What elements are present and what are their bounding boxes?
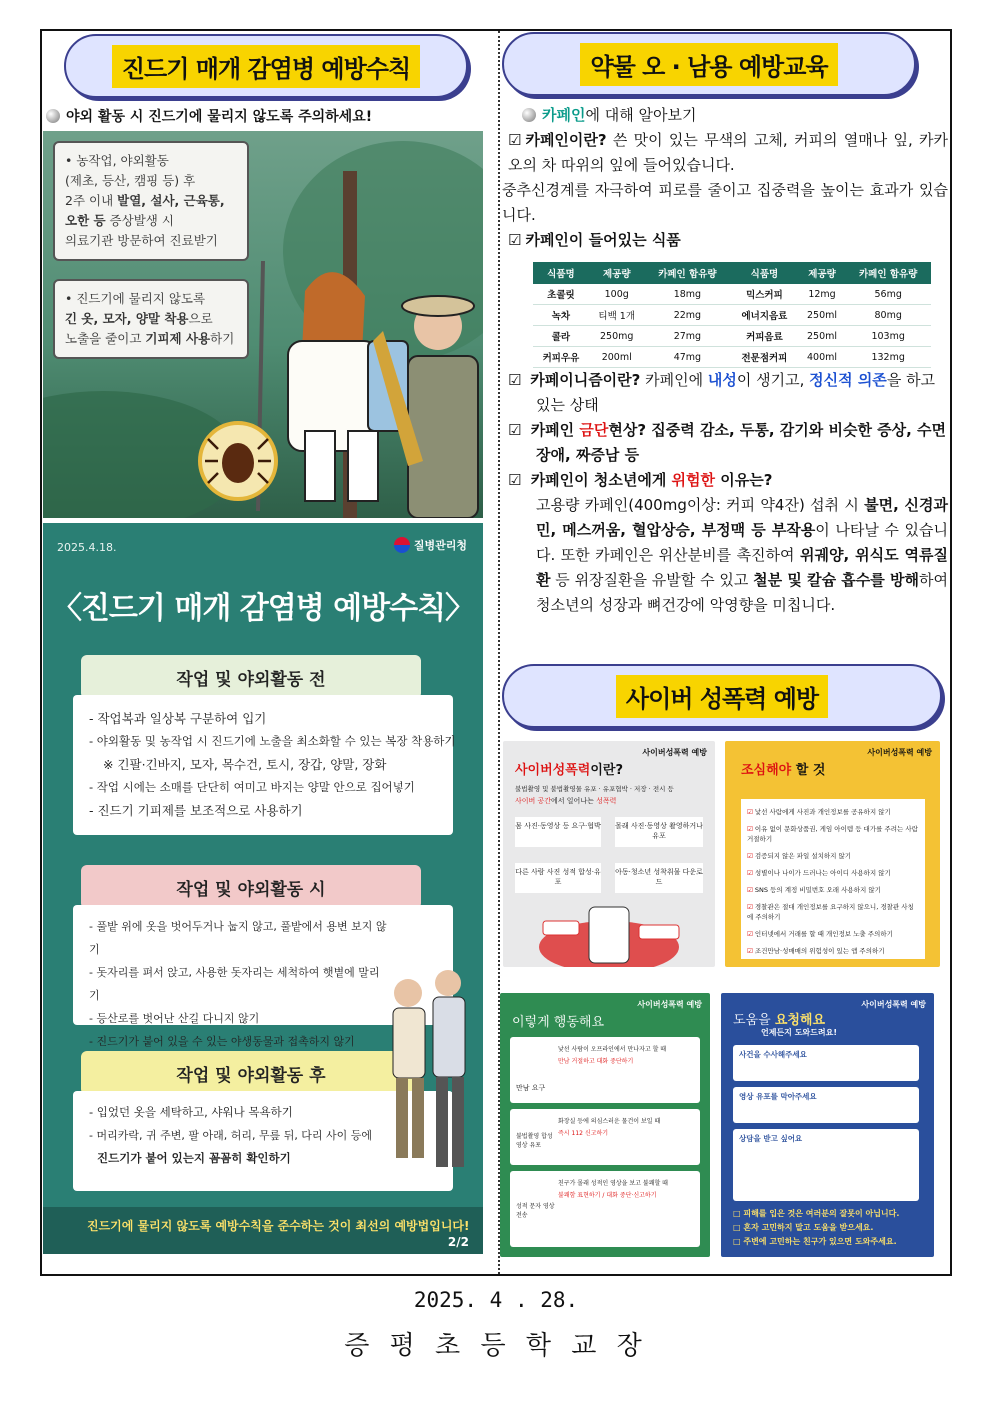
c2-item-text: 경찰관은 절대 개인정보를 요구하지 않으니, 경찰관 사칭에 주의하기 — [747, 903, 914, 921]
cyber-title: 사이버 성폭력 예방 — [616, 675, 828, 718]
c3-line-3: 화장실 등에 의심스러운 물건이 보일 때 — [558, 1118, 661, 1125]
c2-item — [747, 868, 919, 878]
box2-line2b: 으로 — [188, 311, 213, 326]
c2-item — [747, 885, 919, 895]
section-before-list — [89, 707, 479, 822]
checkbox-icon: ☑ — [747, 886, 755, 894]
c3-line-5: 친구가 몰래 성적인 영상을 보고 불쾌할 때 — [558, 1180, 668, 1187]
checkbox-icon: ☑ — [508, 231, 522, 249]
section-before-label: 작업 및 야외활동 전 — [176, 669, 326, 690]
caffeine-table-header: 카페인 함유량 — [845, 262, 931, 284]
box1-line1: 농작업, 야외활동 — [76, 153, 169, 168]
checkbox-icon: ☑ — [747, 947, 755, 955]
cyber-card-action — [500, 993, 710, 1257]
c2-item — [747, 902, 919, 922]
checkbox-icon: ☑ — [747, 852, 755, 860]
during-item-1: - 풀밭 위에 옷을 벗어두거나 눕지 않고, 풀밭에서 용변 보지 않기 — [89, 920, 387, 956]
caffeine-table-cell: 250ml — [799, 326, 846, 347]
c4-box-2: 영상 유포를 막아주세요 — [733, 1087, 919, 1123]
c2-title-a: 조심해야 — [741, 763, 792, 778]
c4-title-b: 요청해요 — [774, 1013, 826, 1028]
caffeine-table-cell: 콜라 — [533, 326, 589, 347]
poster-title: 〈진드기 매개 감염병 예방수칙〉 — [51, 591, 475, 626]
intro-rest: 에 대해 알아보기 — [585, 106, 697, 124]
caffeine-table-cell: 250mg — [589, 326, 645, 347]
caffeine-table-cell: 400ml — [799, 347, 846, 368]
bullet-icon — [522, 108, 536, 122]
box2-line3b: 기피제 사용 — [145, 331, 211, 346]
caffeine-table-header: 식품명 — [533, 262, 589, 284]
q5-p3b: 철분 및 칼슘 흡수를 방해 — [753, 571, 920, 589]
caffeine-table-row — [533, 305, 931, 326]
box2-line3a: 노출을 줄이고 — [65, 331, 146, 346]
after-item-2: - 머리카락, 귀 주변, 팔 아래, 허리, 무릎 뒤, 다리 사이 등에 — [89, 1129, 373, 1142]
c1-sub2c: 성폭력 — [596, 797, 617, 805]
c2-title-b: 할 것 — [791, 763, 826, 778]
caffeine-table-header: 제공량 — [589, 262, 645, 284]
intro-caffeine: 카페인 — [542, 106, 586, 124]
checkbox-icon: ☑ — [747, 825, 755, 833]
c1-title-b: 이란? — [590, 763, 624, 778]
left-subtitle-row — [46, 106, 372, 126]
tick-warning-card — [43, 131, 483, 518]
left-subtitle: 야외 활동 시 진드기에 물리지 않도록 주의하세요! — [66, 109, 373, 125]
cyber-tag: 사이버성폭력 예방 — [861, 1000, 926, 1009]
q2-label: 카페인이 들어있는 식품 — [525, 231, 681, 249]
c4-box-3: 상담을 받고 싶어요 — [733, 1129, 919, 1201]
during-item-3: - 등산로를 벗어난 산길 다니지 않기 — [89, 1012, 260, 1025]
caffeine-table-cell: 에너지음료 — [730, 305, 798, 326]
right-title: 약물 오 · 남용 예방교육 — [580, 43, 837, 86]
caffeine-table-cell: 22mg — [645, 305, 731, 326]
q1-text: 쓴 맛이 있는 무색의 고체, 커피의 열매나 잎, 카카오의 차 따위의 잎에 들어있습니다. — [508, 131, 948, 174]
q3-a: 카페인에 — [640, 371, 708, 389]
caffeine-table-cell: 27mg — [645, 326, 731, 347]
c2-item — [747, 946, 919, 956]
phone-alert-illustration — [503, 897, 715, 967]
caffeine-table-cell: 초콜릿 — [533, 284, 589, 305]
caffeine-table-cell: 100g — [589, 284, 645, 305]
c1-box-1: 몸 사진·동영상 등 요구·협박 — [515, 817, 601, 847]
q5-p1: 고용량 카페인(400mg이상: 커피 약4잔) 섭취 시 — [536, 496, 865, 514]
caffeinism-section — [508, 368, 948, 618]
c2-item — [747, 851, 919, 861]
checkbox-icon: ☑ — [747, 903, 755, 911]
checkbox-icon: ☑ — [747, 930, 755, 938]
during-item-4: - 진드기가 붙어 있을 수 있는 야생동물과 접촉하지 않기 — [89, 1035, 355, 1048]
poster-agency — [394, 537, 467, 553]
after-item-3: 진드기가 붙어 있는지 꼼꼼히 확인하기 — [97, 1151, 291, 1165]
c1-title-a: 사이버성폭력 — [515, 763, 591, 778]
poster-section-during — [81, 865, 421, 909]
checkbox-icon: ☑ — [508, 471, 522, 489]
box1-line2: (제초, 등산, 캠핑 등) 후 — [65, 173, 196, 188]
q4-a: 카페인 — [530, 421, 580, 439]
c3-group-1 — [510, 1037, 700, 1103]
checkbox-icon: ☑ — [747, 869, 755, 877]
poster-page-number: 2/2 — [447, 1235, 469, 1249]
c2-item-text: 인터넷에서 거래를 할 때 개인정보 노출 주의하기 — [754, 930, 893, 938]
section-during-label: 작업 및 야외활동 시 — [176, 879, 326, 900]
c1-box-2: 몰래 사진·동영상 촬영하거나 유포 — [615, 817, 703, 847]
caffeine-table-cell: 12mg — [799, 284, 846, 305]
caffeine-table-cell: 250ml — [799, 305, 846, 326]
q3-c: 이 생기고, — [736, 371, 810, 389]
cyber-card-definition — [503, 741, 715, 967]
q5-p2b: 위궤양, 위식도 역류질환 — [536, 546, 948, 589]
q1-text2: 중추신경계를 자극하여 피로를 줄이고 집중력을 높이는 효과가 있습니다. — [502, 181, 948, 224]
c3-group-1-label: 만남 요구 — [516, 1084, 546, 1092]
agency-name: 질병관리청 — [413, 539, 467, 552]
c4-foot-2: 혼자 고민하지 말고 도움을 받으세요. — [743, 1223, 874, 1232]
q5-c: 이유는? — [715, 471, 773, 489]
bullet-icon — [46, 109, 60, 123]
c3-line-4: 즉시 112 신고하기 — [558, 1130, 609, 1137]
box1-line3b: 발열, 설사, 근육통, — [117, 193, 225, 208]
box1-line4a: 오한 등 — [65, 213, 106, 228]
q3-tolerance: 내성 — [707, 371, 737, 389]
c3-group-2-label: 불법촬영 합성영상 유포 — [516, 1133, 553, 1149]
before-item-2: - 야외활동 및 농작업 시 진드기에 노출을 최소화할 수 있는 복장 착용하기 — [89, 734, 456, 748]
box2-line3c: 하기 — [210, 331, 235, 346]
q5-p2: 이 나타날 수 있습니다. 또한 카페인은 위산분비를 촉진하여 — [536, 521, 948, 564]
right-title-pill — [502, 32, 916, 96]
caffeine-section — [502, 103, 948, 253]
cyber-card-caution — [725, 741, 940, 967]
caffeine-table — [533, 262, 931, 368]
caffeine-table-cell: 80mg — [845, 305, 931, 326]
box1-line4b: 증상발생 시 — [105, 213, 174, 228]
c1-sub2b: 에서 일어나는 — [551, 797, 597, 805]
poster-section-before — [81, 655, 421, 699]
c4-foot-3: 주변에 고민하는 친구가 있으면 도와주세요. — [743, 1237, 897, 1246]
box2-line1: 진드기에 물리지 않도록 — [76, 291, 206, 306]
cyber-tag: 사이버성폭력 예방 — [637, 1000, 702, 1009]
c2-item — [747, 929, 919, 939]
q5-p3: 등 위장질환을 유발할 수 있고 — [550, 571, 754, 589]
q5-p4: 하여 청소년의 성장과 뼈건강에 악영향을 미칩니다. — [536, 571, 948, 614]
section-during-list — [89, 915, 389, 1053]
caffeine-table-cell: 녹차 — [533, 305, 589, 326]
poster-footer-text: 진드기에 물리지 않도록 예방수칙을 준수하는 것이 최선의 예방법입니다! — [87, 1219, 470, 1233]
section-after-list — [89, 1101, 389, 1170]
caffeine-table-cell: 18mg — [645, 284, 731, 305]
caffeine-table-cell: 티백 1개 — [589, 305, 645, 326]
caffeine-table-cell: 56mg — [845, 284, 931, 305]
before-item-3: ※ 긴팔·긴바지, 모자, 목수건, 토시, 장갑, 양말, 장화 — [103, 757, 387, 772]
c2-notebook — [741, 799, 925, 959]
box2-line2a: 긴 옷, 모자, 양말 착용 — [65, 311, 189, 326]
checkbox-icon: ☑ — [747, 808, 755, 816]
poster-hikers-illustration — [368, 963, 478, 1223]
c1-sub2a: 사이버 공간 — [515, 797, 552, 805]
q1-label: 카페인이란? — [525, 131, 607, 149]
caffeine-table-row — [533, 347, 931, 368]
c2-item-text: 성별이나 나이가 드러나는 아이디 사용하지 않기 — [754, 869, 891, 877]
caffeine-table-header: 제공량 — [799, 262, 846, 284]
cyber-card-help — [721, 993, 934, 1257]
c2-item-text: 낯선 사람에게 사진과 개인정보를 공유하지 않기 — [754, 808, 891, 816]
tick-rules-poster — [43, 523, 483, 1254]
c2-item — [747, 807, 919, 817]
c4-footer-list: □ 피해를 입은 것은 여러분의 잘못이 아닙니다. □ 혼자 고민하지 말고 도움을 받으세요. □ 주변에 고민하는 친구가 있으면 도와주세요. — [733, 1209, 900, 1246]
caffeine-table-cell: 103mg — [845, 326, 931, 347]
caffeine-table-cell: 132mg — [845, 347, 931, 368]
c4-title-a: 도움을 — [733, 1013, 775, 1028]
left-title: 진드기 매개 감염병 예방수칙 — [112, 45, 420, 88]
before-item-4: - 작업 시에는 소매를 단단히 여미고 바지는 양말 안으로 집어넣기 — [89, 780, 415, 794]
after-item-1: - 입었던 옷을 세탁하고, 샤워나 목욕하기 — [89, 1105, 293, 1119]
footer-principal: 증 평 초 등 학 교 장 — [344, 1331, 648, 1361]
cyber-tag: 사이버성폭력 예방 — [642, 748, 707, 757]
symptom-box: • 농작업, 야외활동 (제초, 등산, 캠핑 등) 후 2주 이내 발열, 설사, 근육통, 오한 등 증상발생 시 의료기관 방문하여 진료받기 — [53, 141, 249, 261]
caffeine-table-row — [533, 326, 931, 347]
q5-p1b: 불면, 신경과민, 메스꺼움, 혈압상승, 부정맥 등 부작용 — [536, 496, 948, 539]
c1-box-4: 아동·청소년 성착취물 다운로드 — [615, 863, 703, 893]
caffeine-table-cell: 믹스커피 — [730, 284, 798, 305]
q3-label: 카페이니즘이란? — [530, 371, 641, 389]
q4-c: 현상? 집중력 감소, 두통, 감기와 비슷한 증상, 수면장애, 짜증남 등 — [536, 421, 947, 464]
box1-line5: 의료기관 방문하여 진료받기 — [65, 233, 218, 248]
prevention-box: • 진드기에 물리지 않도록 긴 옷, 모자, 양말 착용으로 노출을 줄이고 기피제 사용하기 — [53, 279, 249, 359]
q5-paragraph — [508, 493, 948, 618]
caffeine-table-cell: 200ml — [589, 347, 645, 368]
c3-title: 이렇게 행동해요 — [512, 1015, 605, 1030]
caffeine-table-row — [533, 284, 931, 305]
poster-footer — [43, 1207, 483, 1254]
caffeine-table-cell: 전문점커피 — [730, 347, 798, 368]
before-item-5: - 진드기 기피제를 보조적으로 사용하기 — [89, 803, 303, 818]
before-item-1: - 작업복과 일상복 구분하여 입기 — [89, 711, 267, 726]
left-title-pill — [64, 34, 468, 98]
c2-item — [747, 824, 919, 844]
c3-line-2: 만남 거절하고 대화 중단하기 — [558, 1058, 634, 1065]
q4-withdrawal: 금단 — [579, 421, 609, 439]
c3-group-2 — [510, 1109, 700, 1165]
c3-line-6: 불쾌함 표현하기 / 대화 중단·신고하기 — [558, 1192, 657, 1199]
c4-foot-1: 피해를 입은 것은 여러분의 잘못이 아닙니다. — [743, 1209, 900, 1218]
section-after-label: 작업 및 야외활동 후 — [176, 1065, 326, 1086]
c1-sub: 불법촬영 및 불법촬영물 유포 · 유포협박 · 저장 · 전시 등 — [515, 785, 674, 793]
agency-logo-icon — [394, 537, 410, 553]
checkbox-icon: ☑ — [508, 421, 522, 439]
caffeine-table-header: 카페인 함유량 — [645, 262, 731, 284]
cyber-tag: 사이버성폭력 예방 — [867, 748, 932, 757]
c3-group-3-label: 성적 문자 영상 전송 — [516, 1203, 555, 1219]
c3-group-3 — [510, 1171, 700, 1247]
q5-a: 카페인이 청소년에게 — [530, 471, 672, 489]
poster-date: 2025.4.18. — [57, 541, 117, 554]
caffeine-table-header: 식품명 — [730, 262, 798, 284]
cyber-title-pill — [502, 664, 942, 728]
footer-date: 2025. 4 . 28. — [413, 1288, 579, 1312]
caffeine-table-cell: 커피음료 — [730, 326, 798, 347]
q3-e: 을 하고 있는 상태 — [536, 371, 936, 414]
c1-box-3: 다른 사람 사진 성적 합성·유포 — [515, 863, 601, 893]
c4-box-1: 사건을 수사해주세요 — [733, 1045, 919, 1081]
box1-line3a: 2주 이내 — [65, 193, 118, 208]
during-item-2: - 돗자리를 펴서 앉고, 사용한 돗자리는 세척하여 햇볕에 말리기 — [89, 966, 380, 1002]
c2-item-text: SNS 등의 계정 비밀번호 오래 사용하지 않기 — [754, 886, 881, 894]
c3-line-1: 낯선 사람이 오프라인에서 만나자고 할 때 — [558, 1046, 667, 1053]
c2-item-text: 검증되지 않은 파일 설치하지 않기 — [754, 852, 852, 860]
q3-dependence: 정신적 의존 — [809, 371, 887, 389]
caffeine-table-cell: 47mg — [645, 347, 731, 368]
c4-sub: 언제든지 도와드려요! — [761, 1028, 837, 1037]
checkbox-icon: ☑ — [508, 131, 522, 149]
c2-item-text: 이유 없이 문화상품권, 게임 아이템 등 대가를 주려는 사람 거절하기 — [747, 825, 918, 843]
caffeine-table-cell: 커피우유 — [533, 347, 589, 368]
checkbox-icon: ☑ — [508, 371, 522, 389]
c2-item-text: 조건만남·성매매의 위험성이 있는 앱 주의하기 — [754, 947, 885, 955]
q5-danger: 위험한 — [671, 471, 716, 489]
